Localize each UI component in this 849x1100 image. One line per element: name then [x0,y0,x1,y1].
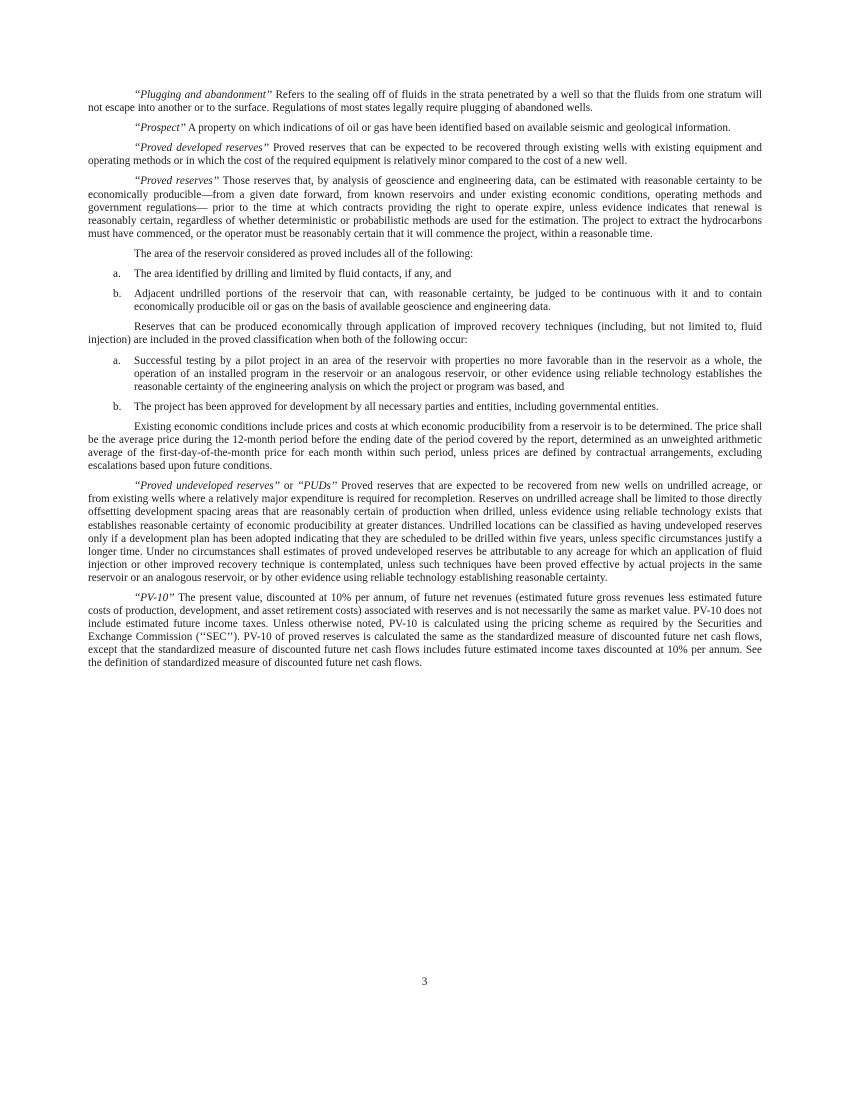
list-item-text: Successful testing by a pilot project in an area of the reservoir with properties no more favorable than in the reservoir as a whole, the operation of an installed program in the reservoir or an analogous reservoir, or other evidence using reliable technology establishes the reasonable certainty of the engineering analysis on which the project or program was based, and [134,354,762,393]
definition-pv10 [88,592,762,671]
term-proved-undeveloped: ‘‘Proved undeveloped reserves’’ [134,480,280,493]
definition-plugging [88,89,762,115]
list-item-text: Adjacent undrilled portions of the reservoir that can, with reasonable certainty, be judged to be continuous with it and to contain economically producible oil or gas on the basis of available geoscience and engineering data. [134,288,762,314]
document-body [88,89,762,671]
definition-plugging-text: Refers to the sealing off of fluids in the strata penetrated by a well so that the fluids from one stratum will not escape into another or to the surface. Regulations of most states legally require plugging of abandoned wells. [88,89,763,115]
list-item [88,268,762,281]
definition-proved-developed-text: Proved reserves that can be expected to be recovered through existing wells with existing equipment and operating methods or in which the cost of the required equipment is relatively minor compared to the cost of a new well. [88,142,762,168]
term-connector: or [279,480,298,493]
list-item [88,401,762,414]
term-proved-reserves: ‘‘Proved reserves’’ [134,175,219,188]
definition-prospect-text: A property on which indications of oil or gas have been identified based on available seismic and geological information. [185,122,731,135]
list-marker: a. [113,354,121,367]
definition-pud-text: Proved reserves that are expected to be recovered from new wells on undrilled acreage, or from existing wells where a relatively major expenditure is required for recompletion. Reserves on undrilled acreage shall be limited to those directly offsetting development spacing areas that are reasonably certain of production when drilled, unless evidence using reliable technology exists that establishes reasonable certainty of economic producibility at greater distances. Undrilled locations can be classified as having undeveloped reserves only if a development plan has been adopted indicating that they are scheduled to be drilled within five years, unless specific circumstances justify a longer time. Under no circumstances shall estimates of proved undeveloped reserves be attributable to any acreage for which an application of fluid injection or other improved recovery technique is contemplated, unless such techniques have been proved effective by actual projects in the same reservoir or an analogous reservoir, or by other evidence using reliable technology establishing reasonable certainty. [88,480,762,584]
definition-pv10-text: The present value, discounted at 10% per annum, of future net revenues (estimated future gross revenues less estimated future costs of production, development, and asset retirement costs) associated with reserves and is not necessarily the same as market value. PV-10 does not include estimated future income taxes. Unless otherwise noted, PV-10 is calculated using the pricing scheme as required by the Securities and Exchange Commission (‘‘SEC’’). PV-10 of proved reserves is calculated the same as the standardized measure of discounted future net cash flows, except that the standardized measure of discounted future net cash flows includes future estimated income taxes discounted at 10% per annum. See the definition of standardized measure of discounted future net cash flows. [88,592,762,670]
term-prospect: ‘‘Prospect’’ [134,122,186,135]
definition-proved-reserves [88,175,762,240]
page-number: 3 [421,976,428,988]
definition-pud [88,480,762,585]
term-pv10: ‘‘PV-10’’ [134,592,175,604]
definition-proved-developed [88,142,762,168]
term-plugging: ‘‘Plugging and abandonment’’ [134,89,273,101]
area-intro: The area of the reservoir considered as proved includes all of the following: [134,247,474,260]
list-item-text: The project has been approved for development by all necessary parties and entities, including governmental entities. [134,400,659,413]
definition-prospect [88,122,762,135]
term-puds: ‘‘PUDs’’ [297,480,338,493]
list-marker: b. [113,288,122,301]
definition-proved-reserves-text: Those reserves that, by analysis of geoscience and engineering data, can be estimated with reasonable certainty to be economically producible—from a given date forward, from known reservoirs and under existing economic conditions, operating methods and government regulations— prior to the time at which contracts providing the right to operate expire, unless evidence indicates that renewal is reasonably certain, regardless of whether deterministic or probabilistic methods are used for the estimation. The project to extract the hydrocarbons must have commenced, or the operator must be reasonably certain that it will commence the project, within a reasonable time. [88,175,762,240]
list-marker: b. [113,400,122,413]
list-item [88,288,762,314]
list-item-text: The area identified by drilling and limited by fluid contacts, if any, and [134,268,452,281]
improved-recovery-intro: Reserves that can be produced economically through application of improved recovery techniques (including, but not limited to, fluid injection) are included in the proved classification when both of the following occur: [88,321,762,347]
list-marker: a. [113,268,121,281]
list-item [88,355,762,394]
term-proved-developed: ‘‘Proved developed reserves’’ [134,142,269,155]
existing-conditions-paragraph: Existing economic conditions include prices and costs at which economic producibility from a reservoir is to be determined. The price shall be the average price during the 12-month period before the ending date of the period covered by the report, determined as an unweighted arithmetic average of the first-day-of-the-month price for each month within such period, unless prices are defined by contractual arrangements, excluding escalations based upon future conditions. [88,420,762,473]
